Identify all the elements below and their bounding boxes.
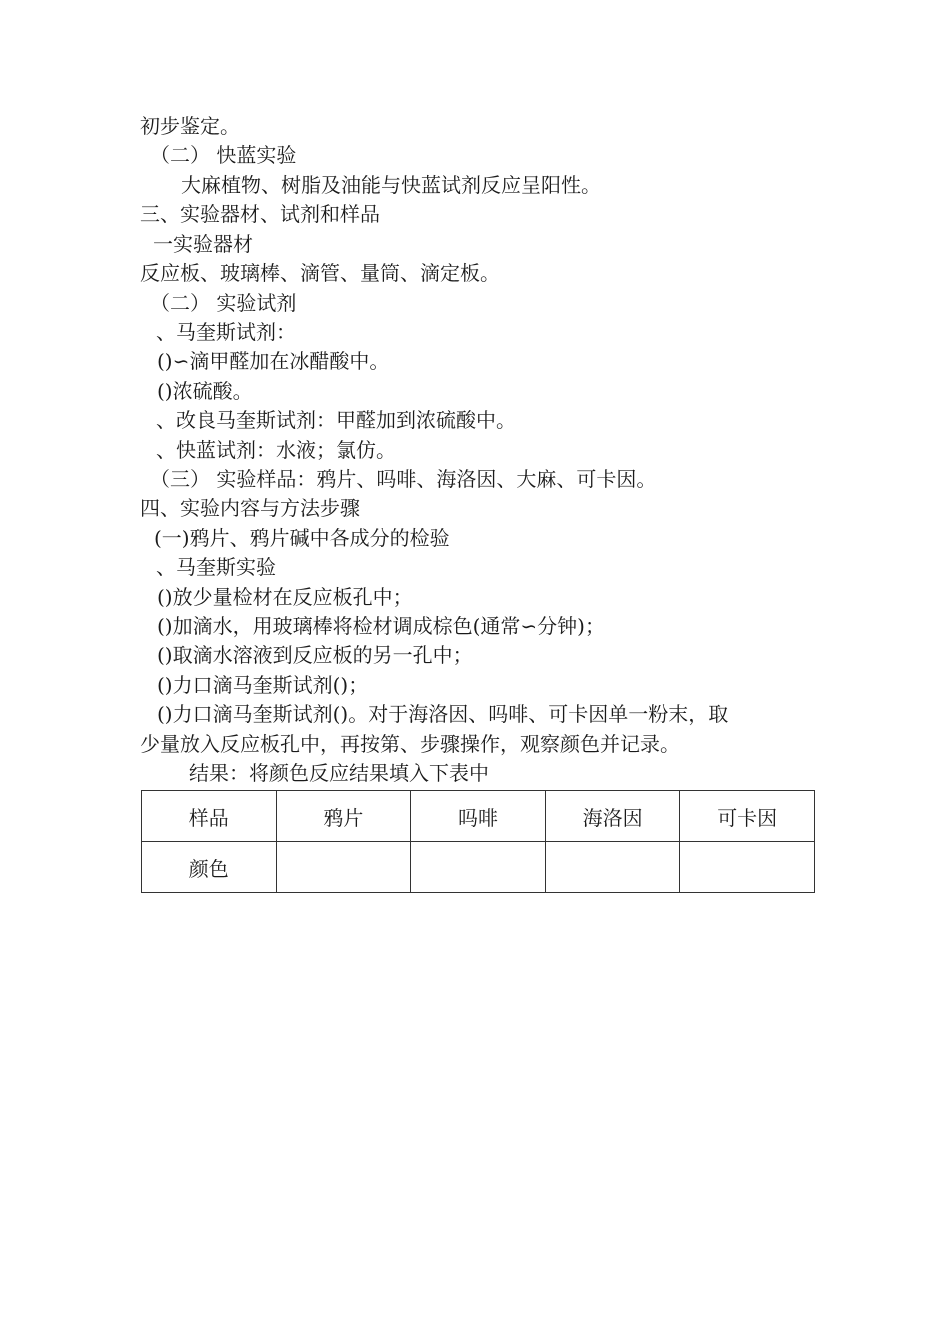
table-header-cell: 海洛因: [545, 791, 680, 842]
text-line: ()∽滴甲醛加在冰醋酸中。: [157, 349, 390, 373]
subsection-heading: （二） 实验试剂: [150, 291, 297, 315]
text-line: 反应板、玻璃棒、滴管、量筒、滴定板。: [140, 261, 500, 285]
table-cell: [411, 842, 546, 893]
table-header-cell: 吗啡: [411, 791, 546, 842]
table-header-row: [142, 791, 815, 842]
table-cell: [276, 842, 411, 893]
text-line: 结果：将颜色反应结果填入下表中: [189, 761, 489, 785]
table-row: [142, 842, 815, 893]
table-cell: [545, 842, 680, 893]
table-cell: [680, 842, 815, 893]
text-line: ()力口滴马奎斯试剂()；: [157, 673, 369, 697]
text-line: （三） 实验样品：鸦片、吗啡、海洛因、大麻、可卡因。: [150, 467, 657, 491]
subsection-heading: (一)鸦片、鸦片碱中各成分的检验: [154, 526, 450, 550]
text-line: ()加滴水，用玻璃棒将检材调成棕色(通常∽分钟)；: [157, 614, 605, 638]
table-header-cell: 鸦片: [276, 791, 411, 842]
table-header-cell: 可卡因: [680, 791, 815, 842]
text-line: 、马奎斯实验: [156, 555, 276, 579]
text-line: 、快蓝试剂：水液；氯仿。: [156, 438, 396, 462]
text-line: ()浓硫酸。: [157, 379, 253, 403]
text-line: ()取滴水溶液到反应板的另一孔中；: [157, 643, 473, 667]
section-heading: 三、实验器材、试剂和样品: [140, 202, 380, 226]
section-heading: 四、实验内容与方法步骤: [140, 496, 360, 520]
table-row-label: 颜色: [142, 842, 277, 893]
text-line: ()放少量检材在反应板孔中；: [157, 585, 413, 609]
text-line: 、马奎斯试剂：: [156, 320, 296, 344]
text-line: ()力口滴马奎斯试剂()。对于海洛因、吗啡、可卡因单一粉末，取: [157, 702, 729, 726]
text-line: 初步鉴定。: [140, 114, 240, 138]
text-line: 少量放入反应板孔中，再按第、步骤操作，观察颜色并记录。: [140, 732, 680, 756]
table-header-cell: 样品: [142, 791, 277, 842]
text-line: 、改良马奎斯试剂：甲醛加到浓硫酸中。: [156, 408, 516, 432]
subsection-heading: 一实验器材: [153, 232, 253, 256]
section-heading: （二） 快蓝实验: [150, 143, 297, 167]
text-line: 大麻植物、树脂及油能与快蓝试剂反应呈阳性。: [181, 173, 601, 197]
results-table: [141, 790, 815, 893]
